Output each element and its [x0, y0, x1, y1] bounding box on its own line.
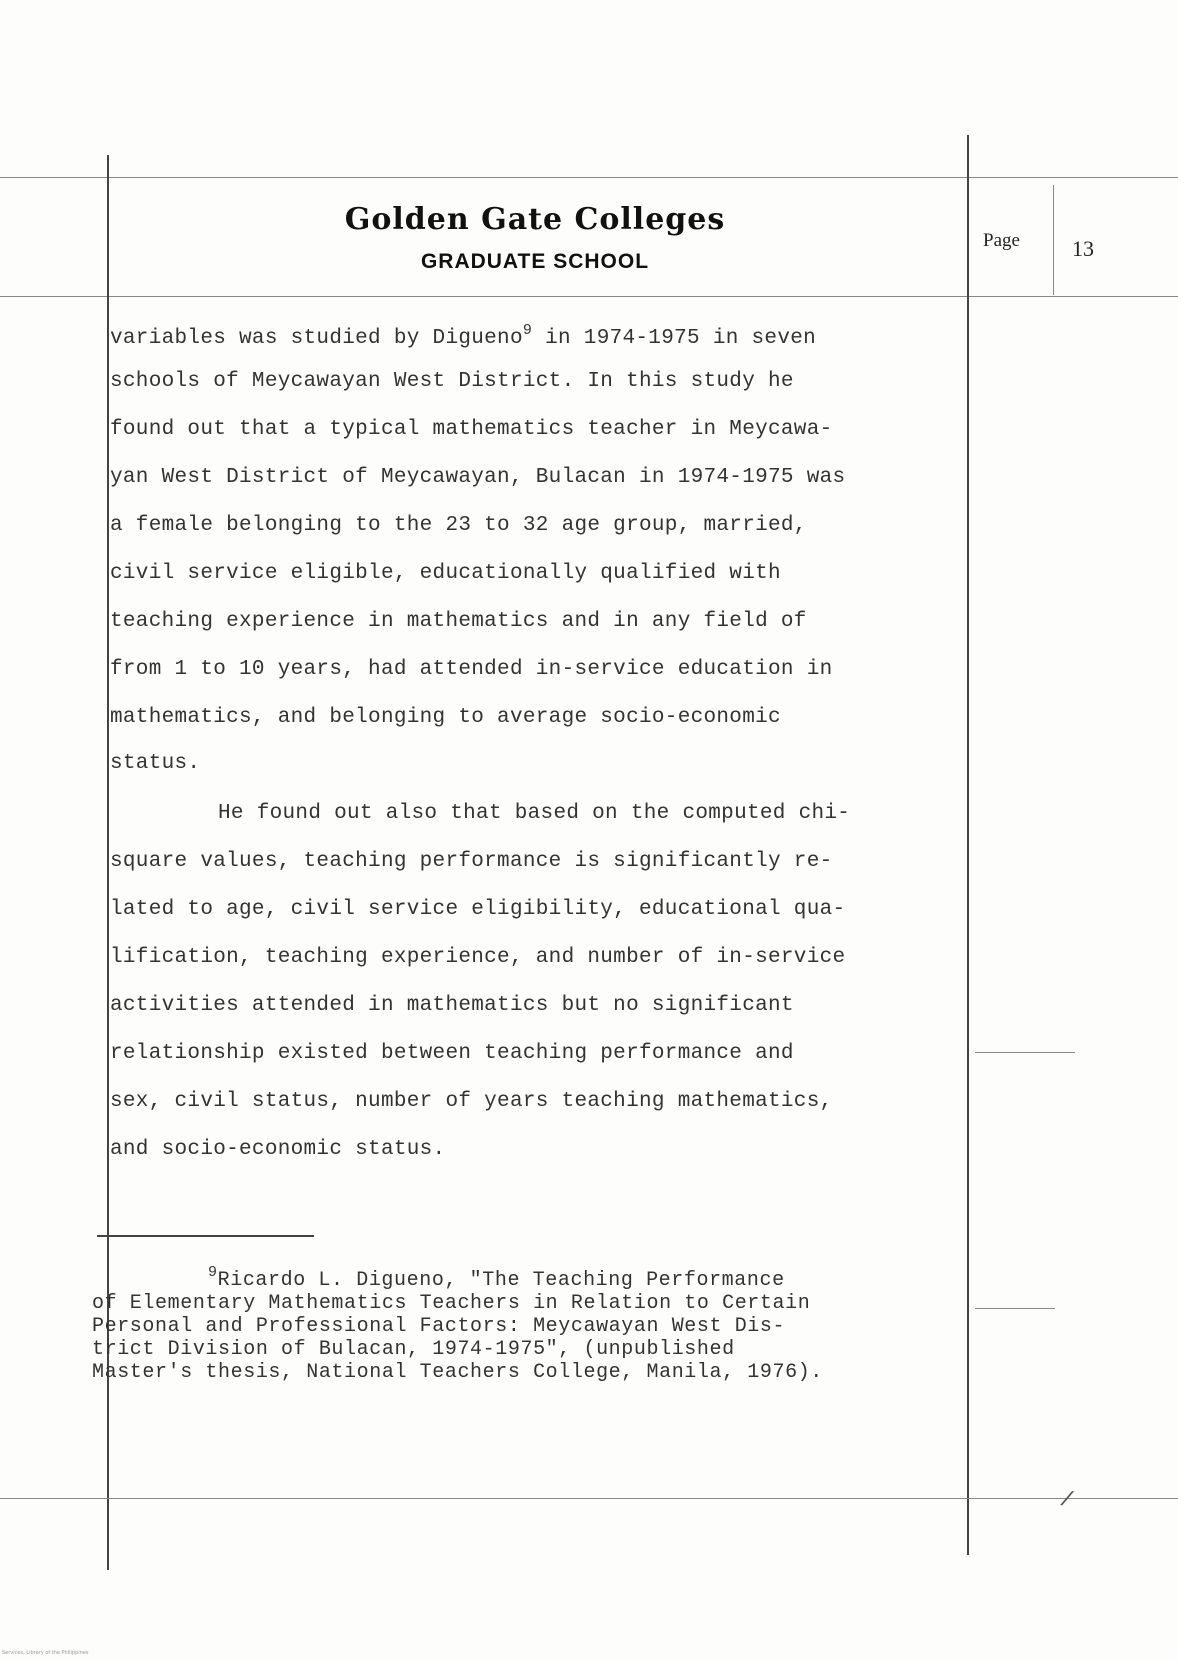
footnote-number: 9: [208, 1264, 218, 1281]
bottom-rule: [0, 1498, 1178, 1499]
page-box-divider: [1053, 185, 1054, 295]
institution-name: Golden Gate Colleges: [344, 202, 726, 237]
text-line: found out that a typical mathematics teacher in Meycawa-: [110, 418, 833, 441]
text-line: schools of Meycawayan West District. In this study he: [110, 370, 794, 393]
text-line: lated to age, civil service eligibility, educational qua-: [110, 898, 846, 921]
school-name: GRADUATE SCHOOL: [420, 250, 650, 273]
footer-stamp: Services, Library of the Philippines: [2, 1650, 89, 1656]
text-line: teaching experience in mathematics and in any field of: [110, 610, 807, 633]
footnote-line: trict Division of Bulacan, 1974-1975", (unpublished: [92, 1338, 735, 1361]
footnote-line: of Elementary Mathematics Teachers in Relation to Certain: [92, 1292, 811, 1315]
margin-mark: /: [1057, 1486, 1076, 1515]
footnote-line: Master's thesis, National Teachers College, Manila, 1976).: [92, 1361, 823, 1384]
right-tick-2: [975, 1308, 1055, 1309]
footnote-separator: [97, 1235, 314, 1237]
text-line: mathematics, and belonging to average socio-economic: [110, 706, 781, 729]
text-line: sex, civil status, number of years teaching mathematics,: [110, 1090, 833, 1113]
text-segment: in 1974-1975 in seven: [545, 327, 817, 350]
top-rule: [0, 177, 1178, 178]
text-line: from 1 to 10 years, had attended in-service education in: [110, 658, 833, 681]
text-line: yan West District of Meycawayan, Bulacan in 1974-1975 was: [110, 466, 846, 489]
text-line: a female belonging to the 23 to 32 age group, married,: [110, 514, 807, 537]
text-segment: variables was studied by Digueno: [110, 327, 523, 350]
text-line: square values, teaching performance is significantly re-: [110, 850, 833, 873]
page-label: Page: [983, 230, 1020, 251]
right-margin-rule: [967, 135, 969, 1555]
text-line: He found out also that based on the computed chi-: [218, 802, 851, 825]
text-line: civil service eligible, educationally qualified with: [110, 562, 781, 585]
right-tick-1: [975, 1052, 1075, 1053]
footnote-ref: 9: [522, 322, 533, 339]
page-number: 13: [1072, 236, 1094, 261]
text-line: lification, teaching experience, and number of in-service: [110, 946, 846, 969]
header-bottom-rule: [0, 296, 1178, 297]
text-line: and socio-economic status.: [110, 1138, 446, 1161]
footnote-line: Personal and Professional Factors: Meycawayan West Dis-: [92, 1315, 786, 1338]
footnote-line: [208, 1262, 785, 1292]
text-line: relationship existed between teaching performance and: [110, 1042, 794, 1065]
text-line: [110, 322, 816, 350]
footnote-text: Ricardo L. Digueno, "The Teaching Performance: [217, 1269, 785, 1292]
text-line: activities attended in mathematics but no significant: [110, 994, 794, 1017]
text-line: status.: [110, 752, 201, 775]
